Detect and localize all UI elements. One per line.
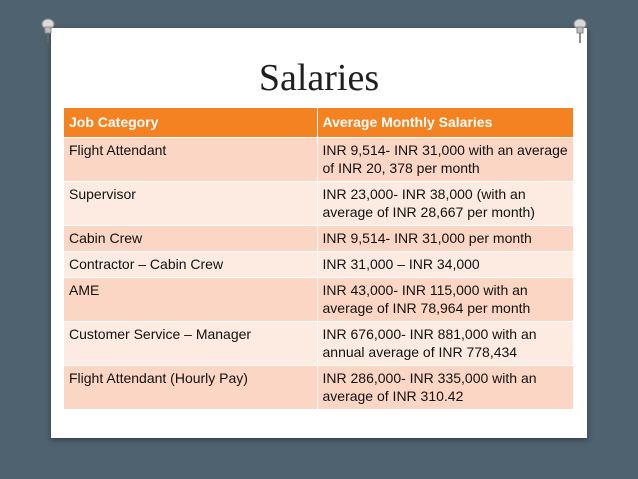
salary-cell: INR 23,000- INR 38,000 (with an average of INR 28,667 per month) — [317, 182, 573, 226]
job-category-cell: Customer Service – Manager — [64, 322, 317, 366]
job-category-cell: Flight Attendant — [64, 138, 317, 182]
job-category-cell: AME — [64, 278, 317, 322]
salary-cell: INR 9,514- INR 31,000 with an average of INR 20, 378 per month — [317, 138, 573, 182]
job-category-cell: Cabin Crew — [64, 226, 317, 252]
salary-cell: INR 286,000- INR 335,000 with an average of INR 310.42 — [317, 366, 573, 410]
job-category-cell: Flight Attendant (Hourly Pay) — [64, 366, 317, 410]
table-row — [64, 366, 573, 410]
job-category-cell: Supervisor — [64, 182, 317, 226]
salary-table — [64, 108, 573, 410]
table-header-row — [64, 108, 573, 138]
pushpin-icon — [572, 18, 588, 44]
column-header: Job Category — [64, 108, 317, 138]
salary-cell: INR 9,514- INR 31,000 per month — [317, 226, 573, 252]
table-row — [64, 278, 573, 322]
slide-title: Salaries — [258, 57, 380, 99]
table-row — [64, 252, 573, 278]
salary-cell: INR 43,000- INR 115,000 with an average of INR 78,964 per month — [317, 278, 573, 322]
table-row — [64, 138, 573, 182]
table-row — [64, 226, 573, 252]
pushpin-icon — [40, 18, 56, 44]
table-row — [64, 322, 573, 366]
job-category-cell: Contractor – Cabin Crew — [64, 252, 317, 278]
column-header: Average Monthly Salaries — [317, 108, 573, 138]
salary-cell: INR 676,000- INR 881,000 with an annual average of INR 778,434 — [317, 322, 573, 366]
table-row — [64, 182, 573, 226]
salary-cell: INR 31,000 – INR 34,000 — [317, 252, 573, 278]
